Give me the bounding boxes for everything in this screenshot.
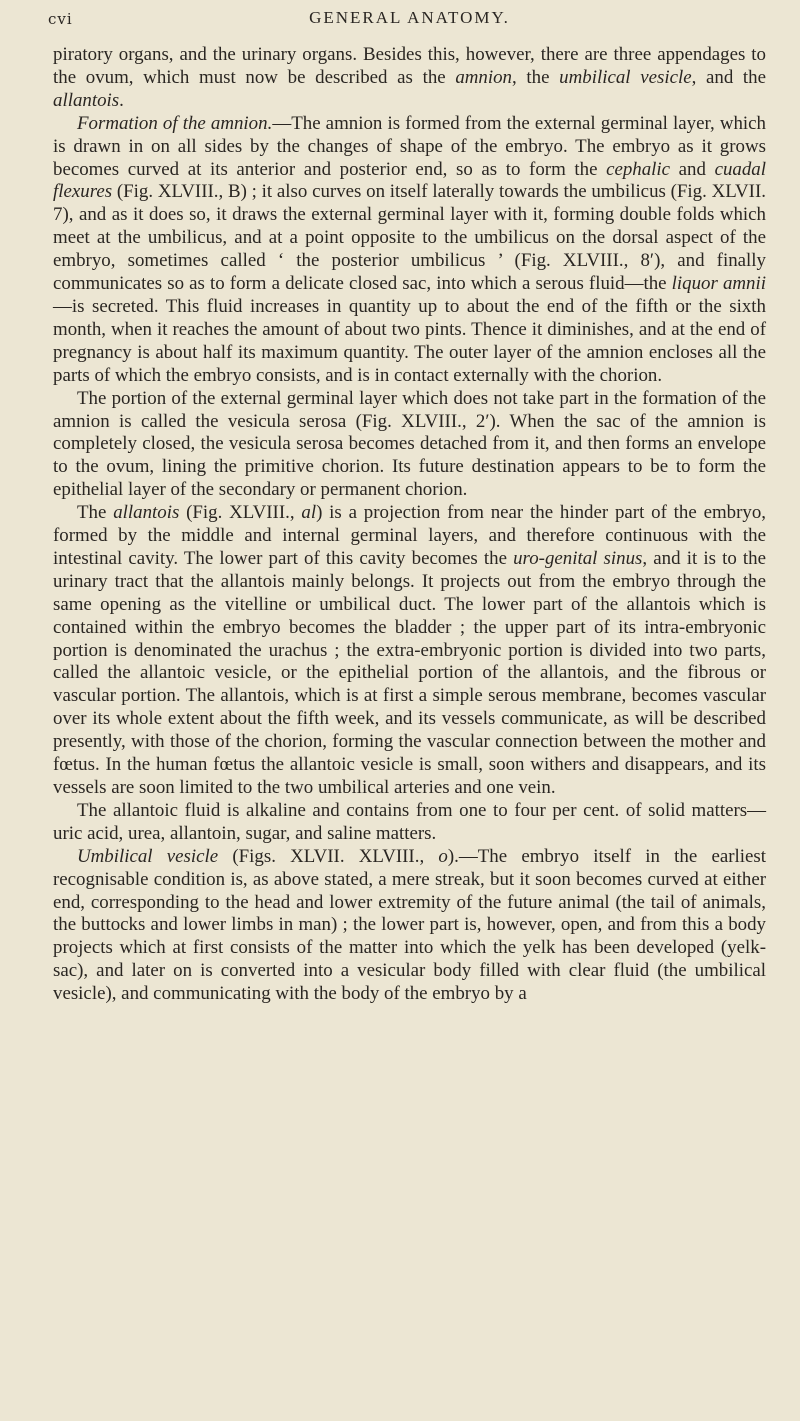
text-run: The [77, 502, 114, 524]
text-run: The allantoic fluid is alkaline and contains from one to four per cent. of solid matters—uric acid, urea, allantoin, sugar, and saline matters. [53, 799, 766, 844]
text-run: , and the [691, 66, 767, 88]
italic-term: al [301, 502, 317, 524]
paragraph-respiratory-continuation [53, 44, 766, 113]
text-run: . [119, 89, 124, 111]
paragraph-umbilical-vesicle [53, 846, 766, 1006]
body-text [53, 44, 766, 1006]
italic-term: o [438, 845, 448, 867]
italic-term: Formation of the amnion. [77, 112, 273, 134]
paragraph-allantoic-fluid [53, 800, 766, 846]
italic-term: allantois [113, 502, 180, 524]
italic-term: cuadal flexures [53, 158, 766, 203]
text-run: ) is a projection from near the hinder part of the embryo, formed by the middle and internal germinal layers, and therefore continuous with the intestinal cavity. The lower part of this cavity becomes the [53, 502, 766, 569]
text-run: , the [512, 66, 560, 88]
text-run: —is secreted. This fluid increases in quantity up to about the end of the fifth or the sixth month, when it reaches the amount of about two pints. Thence it diminishes, and at the end of pregnancy is about half its maximum quantity. The outer layer of the amnion encloses all the parts of which the embryo consists, and is in contact externally with the chorion. [53, 295, 766, 386]
text-run: , and it is to the urinary tract that the allantois mainly belongs. It projects out from the embryo through the same opening as the vitelline or umbilical duct. The lower part of the allantois which is contained within the embryo becomes the bladder ; the upper part of its intra-embryonic portion is denominated the urachus ; the extra-embryonic portion is divided into two parts, called the allantoic vesicle, or the epithelial portion of the allantois, and the fibrous or vascular portion. The allantois, which is at first a simple serous membrane, becomes vascular over its whole extent about the fifth week, and its vessels communicate, as will be described presently, with those of the chorion, forming the vascular connection between the mother and fœtus. In the human fœtus the allantoic vesicle is small, soon withers and disappears, and its vessels are soon limited to the two umbilical arteries and one vein. [53, 547, 766, 798]
text-run: ).—The embryo itself in the earliest recognisable condition is, as above stated, a mere streak, but it soon becomes curved at either end, corresponding to the head and lower extremity of the future animal (the tail of animals, the buttocks and lower limbs in man) ; the lower part is, however, open, and from this a body projects which at first consists of the matter into which the yelk has been developed (yelk-sac), and later on is converted into a vesicular body filled with clear fluid (the umbilical vesicle), and communicating with the body of the embryo by a [53, 845, 766, 1005]
text-run: piratory organs, and the urinary organs. Besides this, however, there are three appendages to the ovum, which must now be described as the [53, 44, 766, 88]
text-run: and [670, 158, 715, 180]
running-title: GENERAL ANATOMY. [309, 8, 510, 27]
running-head [48, 8, 766, 36]
text-run: (Fig. XLVIII., B) ; it also curves on itself laterally towards the umbilicus (Fig. XLVII. 7), and as it does so, it draws the external germinal layer with it, forming double folds which meet at the umbilicus, and at a point opposite to the umbilicus on the dorsal aspect of the embryo, sometimes called ‘ the posterior umbilicus ’ (Fig. XLVIII., 8′), and finally communicates so as to form a delicate closed sac, into which a serous fluid—the [53, 181, 766, 295]
italic-term: amnion [455, 66, 513, 88]
text-run: (Figs. XLVII. XLVIII., [218, 845, 439, 867]
italic-term: umbilical vesicle [559, 66, 692, 88]
italic-term: liquor amnii [671, 273, 766, 295]
paragraph-formation-of-amnion [53, 113, 766, 388]
italic-term: uro-genital sinus [513, 547, 643, 569]
page-number: cvi [48, 10, 73, 28]
paragraph-allantois [53, 502, 766, 800]
text-run: The portion of the external germinal layer which does not take part in the formation of the amnion is called the vesicula serosa (Fig. XLVIII., 2′). When the sac of the amnion is completely closed, the vesicula serosa becomes detached from it, and then forms an envelope to the ovum, lining the primitive chorion. Its future destination appears to be to form the epithelial layer of the secondary or permanent chorion. [53, 387, 766, 501]
italic-term: cephalic [606, 158, 671, 180]
text-run: (Fig. XLVIII., [179, 502, 302, 524]
italic-term: Umbilical vesicle [77, 845, 219, 867]
text-run: —The amnion is formed from the external germinal layer, which is drawn in on all sides by the changes of shape of the embryo. The embryo as it grows becomes curved at its anterior and posterior end, so as to form the [53, 112, 767, 180]
paragraph-vesicula-serosa [53, 388, 766, 503]
italic-term: allantois [53, 89, 120, 111]
